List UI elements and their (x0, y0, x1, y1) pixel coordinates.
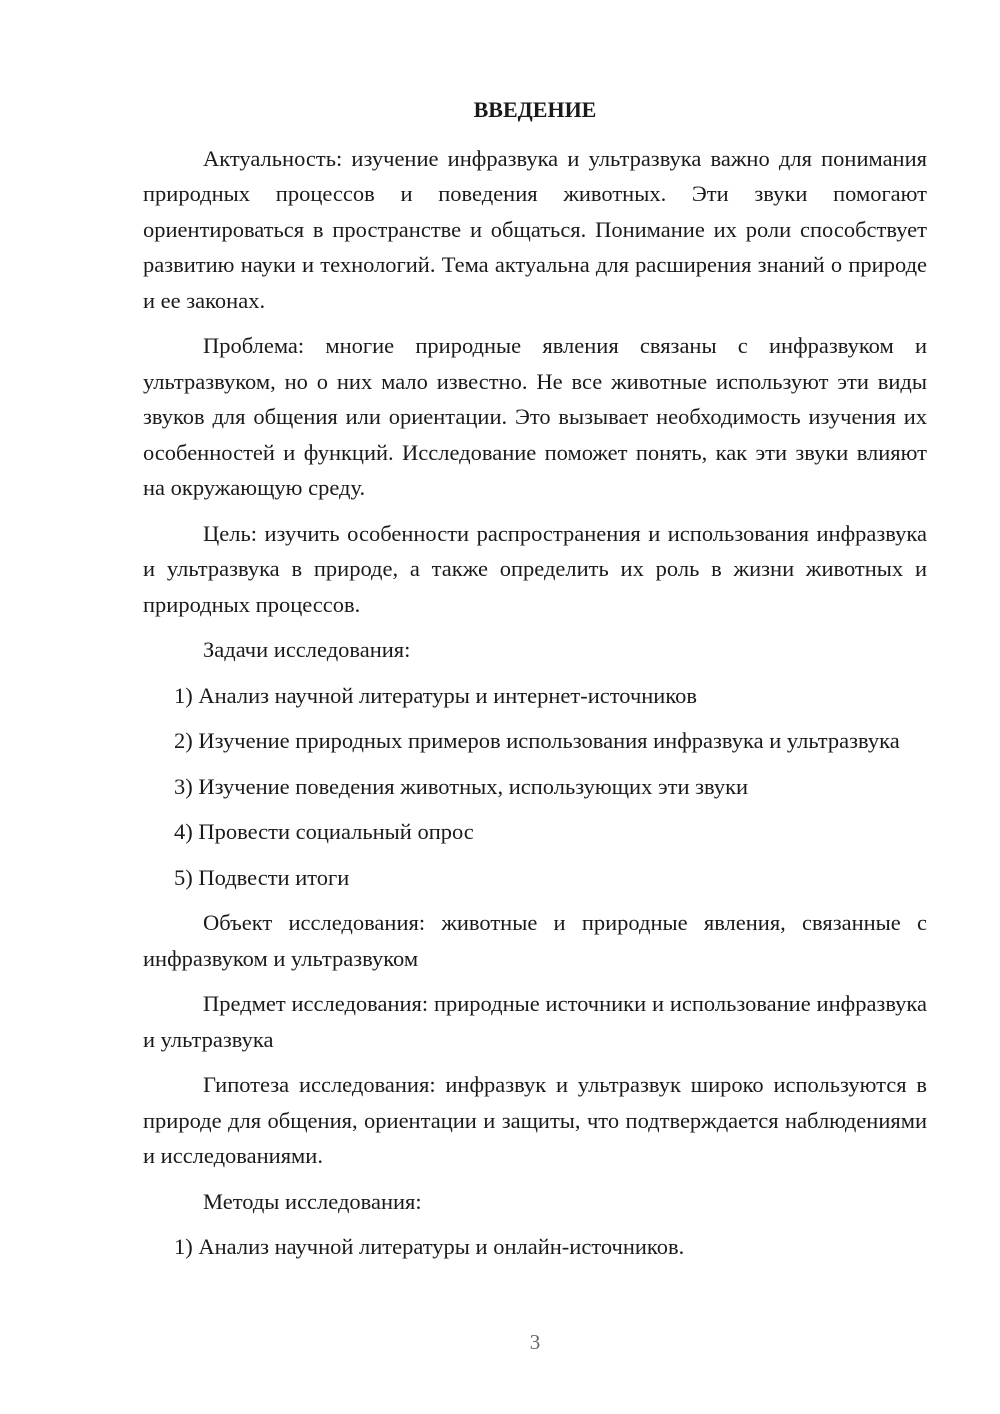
task-item-2: 2) Изучение природных примеров использования инфразвука и ультразвука (174, 728, 900, 753)
goal-paragraph: Цель: изучить особенности распространения и использования инфразвука и ультразвука в природе, а также определить их роль в жизни животных и природных процессов. (143, 520, 927, 617)
task-item-3: 3) Изучение поведения животных, использующих эти звуки (174, 773, 749, 799)
tasks-heading: Задачи исследования: (203, 637, 411, 662)
problem-paragraph: Проблема: многие природные явления связаны с инфразвуком и ультразвуком, но о них мало известно. Не все животные используют эти виды звуков для общения или ориентации. Это вызывает необходимость изучения их особенностей и функций. Исследование поможет понять, как эти звуки влияют на окружающую среду. (143, 333, 927, 500)
document-body (143, 92, 927, 1275)
subject-paragraph: Предмет исследования: природные источники и использование инфразвука и ультразвука (143, 991, 927, 1052)
task-item-5: 5) Подвести итоги (174, 864, 350, 890)
object-paragraph: Объект исследования: животные и природные явления, связанные с инфразвуком и ультразвуком (143, 910, 927, 971)
page-title: ВВЕДЕНИЕ (473, 97, 597, 122)
hypothesis-paragraph: Гипотеза исследования: инфразвук и ультразвук широко используются в природе для общения, ориентации и защиты, что подтверждается наблюдениями и исследованиями. (143, 1072, 927, 1168)
methods-heading: Методы исследования: (203, 1188, 422, 1214)
page-number: 3 (529, 1330, 541, 1354)
relevance-paragraph: Актуальность: изучение инфразвука и ультразвука важно для понимания природных процессов и поведения животных. Эти звуки помогают ориентироваться в пространстве и общаться. Понимание их роли способствует развитию науки и технологий. Тема актуальна для расширения знаний о природе и ее законах. (143, 145, 927, 313)
task-item-1: 1) Анализ научной литературы и интернет-источников (174, 682, 698, 708)
task-item-4: 4) Провести социальный опрос (174, 819, 474, 844)
method-item-1: 1) Анализ научной литературы и онлайн-источников. (174, 1234, 685, 1259)
